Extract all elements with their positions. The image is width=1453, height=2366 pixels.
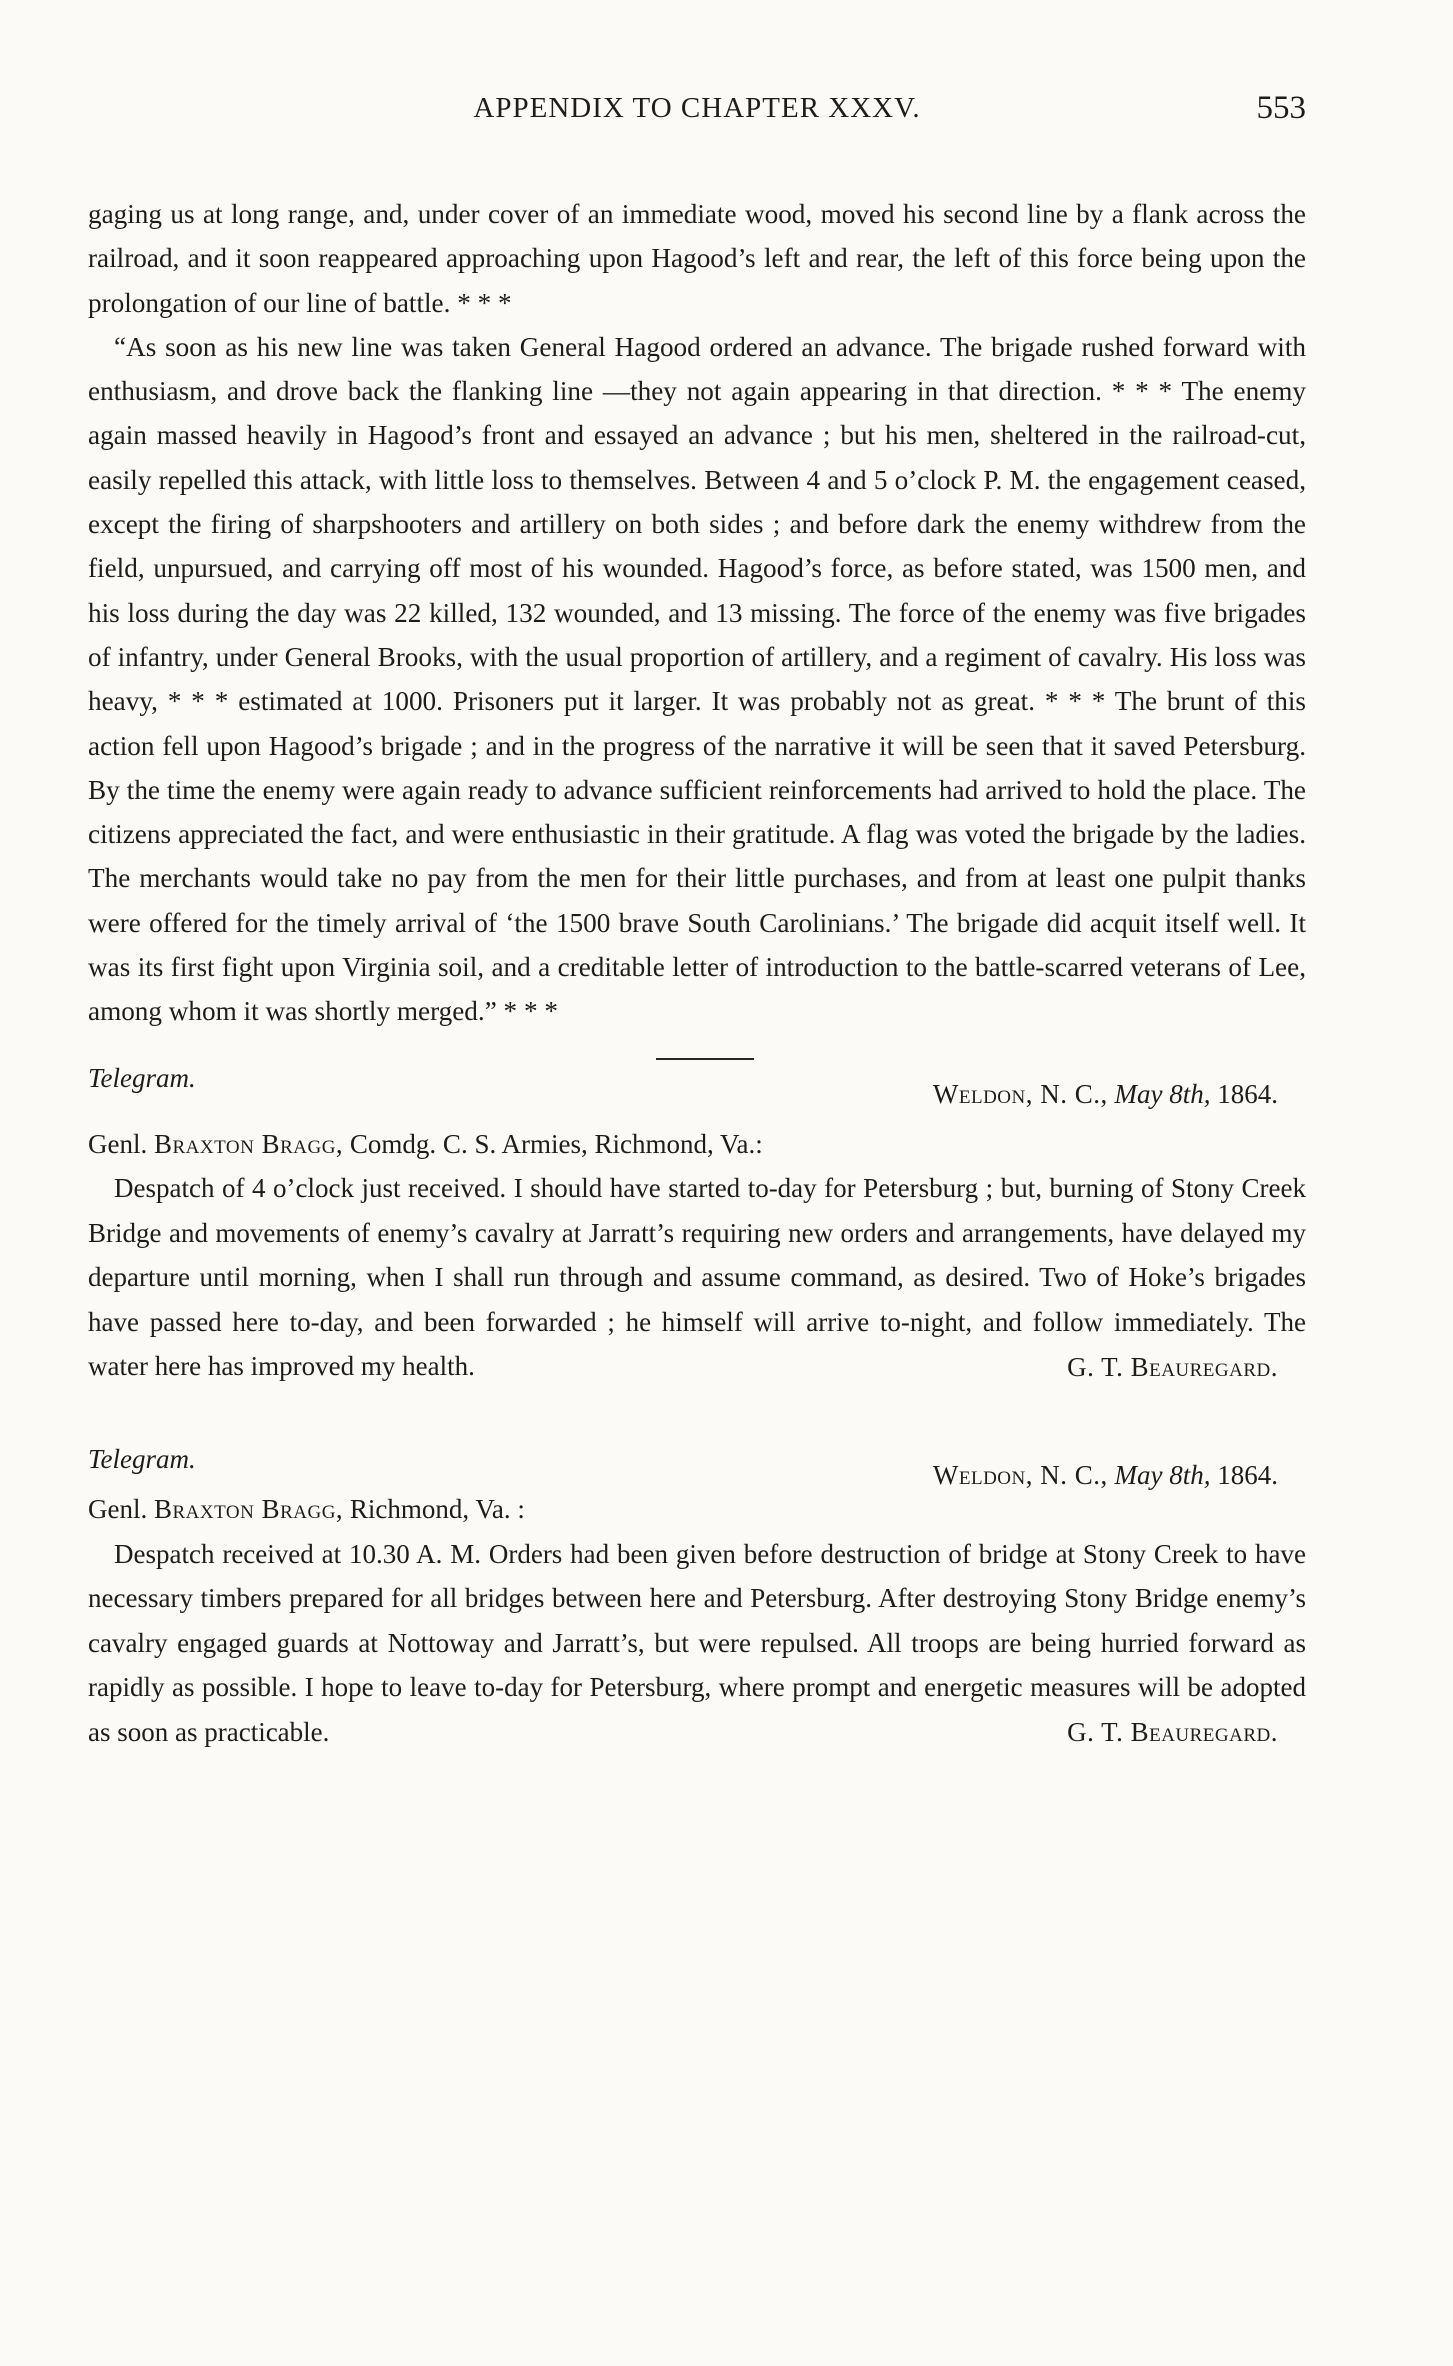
telegram-2-signature: G. T. Beauregard. [1067, 1717, 1278, 1748]
telegram-1-addressee-name: Braxton Bragg, [153, 1128, 344, 1159]
telegram-1-dateline [933, 1072, 1278, 1117]
telegram-1 [88, 1062, 1306, 1390]
book-page [88, 86, 1306, 1755]
paragraph-continued: gaging us at long range, and, under cover of an immediate wood, moved his second line by a flank across the railroad, and it soon reappeared approaching upon Hagood’s left and rear, the left of this force being upon the prolongation of our line of battle. * * * [88, 199, 1306, 318]
telegram-1-year: 1864. [1217, 1078, 1278, 1109]
page-header [88, 86, 1306, 146]
telegram-2-addressee-rest: Richmond, Va. : [349, 1494, 525, 1525]
telegram-2 [88, 1443, 1306, 1755]
telegram-2-label: Telegram. [88, 1444, 196, 1475]
telegram-1-place: Weldon, N. C., [932, 1078, 1108, 1109]
telegram-2-addressee-name: Braxton Bragg, [153, 1494, 344, 1525]
telegram-1-label: Telegram. [88, 1062, 196, 1093]
telegram-2-date: May 8th, [1114, 1460, 1211, 1491]
telegram-2-body: Despatch received at 10.30 A. M. Orders had been given before destruction of bridge at Stony Creek to have necessary timbers prepared for all bridges between here and Petersburg. After destroying Stony Bridge enemy’s cavalry engaged guards at Nottoway and Jarratt’s, but were repulsed. All troops are being hurried forward as rapidly as possible. I hope to leave to-day for Petersburg, where prompt and energetic measures will be adopted as soon as practicable. [88, 1538, 1306, 1747]
section-rule [656, 1058, 754, 1060]
telegram-1-signature: G. T. Beauregard. [1067, 1351, 1278, 1382]
telegram-1-body: Despatch of 4 o’clock just received. I should have started to-day for Petersburg ; but, burning of Stony Creek Bridge and movements of enemy’s cavalry at Jarratt’s requiring new orders and arrangements, have delayed my departure until morning, when I shall run through and assume command, as desired. Two of Hoke’s brigades have passed here to-day, and been forwarded ; he himself will arrive to-night, and follow immediately. The water here has improved my health. [88, 1173, 1306, 1382]
body-text [88, 192, 1306, 1034]
telegram-1-date: May 8th, [1114, 1078, 1211, 1109]
telegram-2-heading [88, 1443, 1306, 1491]
telegram-1-addressee [88, 1122, 1306, 1167]
telegram-1-addressee-rest: Comdg. C. S. Armies, Richmond, Va.: [349, 1128, 763, 1159]
page-number: 553 [1256, 90, 1306, 126]
running-head: APPENDIX TO CHAPTER XXXV. [473, 92, 921, 124]
telegram-2-dateline [933, 1453, 1278, 1498]
telegram-1-addressee-prefix: Genl. [88, 1128, 148, 1159]
telegram-2-place: Weldon, N. C., [932, 1460, 1108, 1491]
telegram-2-addressee-prefix: Genl. [88, 1494, 148, 1525]
telegram-2-year: 1864. [1217, 1460, 1278, 1491]
paragraph-quote: “As soon as his new line was taken General Hagood ordered an advance. The brigade rushed forward with enthusiasm, and drove back the flanking line —they not again appearing in that direction. * * * The enemy again massed heavily in Hagood’s front and essayed an advance ; but his men, sheltered in the railroad-cut, easily repelled this attack, with little loss to themselves. Between 4 and 5 o’clock P. M. the engagement ceased, except the firing of sharpshooters and artillery on both sides ; and before dark the enemy withdrew from the field, unpursued, and carrying off most of his wounded. Hagood’s force, as before stated, was 1500 men, and his loss during the day was 22 killed, 132 wounded, and 13 missing. The force of the enemy was five brigades of infantry, under General Brooks, with the usual proportion of artillery, and a regiment of cavalry. His loss was heavy, * * * estimated at 1000. Prisoners put it larger. It was probably not as great. * * * The brunt of this action fell upon Hagood’s brigade ; and in the progress of the narrative it will be seen that it saved Petersburg. By the time the enemy were again ready to advance sufficient reinforcements had arrived to hold the place. The citizens appreciated the fact, and were enthusiastic in their gratitude. A flag was voted the brigade by the ladies. The merchants would take no pay from the men for their little purchases, and from at least one pulpit thanks were offered for the timely arrival of ‘the 1500 brave South Carolinians.’ The brigade did acquit itself well. It was its first fight upon Virginia soil, and a creditable letter of introduction to the battle-scarred veterans of Lee, among whom it was shortly merged.” * * * [88, 331, 1306, 1027]
telegram-1-heading [88, 1062, 1306, 1110]
